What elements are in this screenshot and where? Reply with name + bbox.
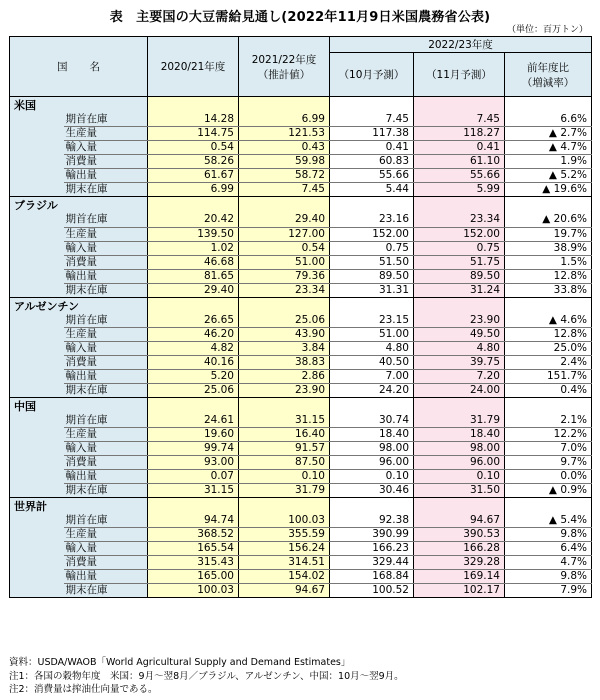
- group-spacer-cell: [239, 97, 330, 114]
- group-spacer-cell: [330, 297, 414, 314]
- value-nov: 23.90: [414, 314, 505, 328]
- value-nov: 31.50: [414, 484, 505, 498]
- value-nov: 329.28: [414, 556, 505, 570]
- item-name: 輸出量: [64, 570, 148, 584]
- group-spacer-cell: [239, 197, 330, 214]
- value-y2122: 16.40: [239, 428, 330, 442]
- group-spacer-cell: [148, 397, 239, 414]
- value-y2021: 0.07: [148, 470, 239, 484]
- value-y2122: 94.67: [239, 584, 330, 598]
- table-row: [10, 327, 592, 341]
- header-2021-22: [239, 37, 330, 97]
- value-y2021: 29.40: [148, 283, 239, 297]
- value-oct: 5.44: [330, 183, 414, 197]
- value-yoy-change: 12.8%: [505, 327, 592, 341]
- table-row: [10, 514, 592, 528]
- value-y2122: 314.51: [239, 556, 330, 570]
- value-oct: 168.84: [330, 570, 414, 584]
- value-yoy-change: 0.4%: [505, 383, 592, 397]
- item-name: 消費量: [64, 355, 148, 369]
- value-nov: 55.66: [414, 169, 505, 183]
- value-y2122: 31.15: [239, 414, 330, 428]
- value-nov: 23.34: [414, 213, 505, 227]
- value-y2122: 31.79: [239, 484, 330, 498]
- value-y2122: 355.59: [239, 528, 330, 542]
- value-oct: 51.00: [330, 327, 414, 341]
- value-y2021: 31.15: [148, 484, 239, 498]
- table-row: [10, 269, 592, 283]
- indent-cell: [10, 556, 64, 570]
- value-nov: 390.53: [414, 528, 505, 542]
- item-name: 消費量: [64, 456, 148, 470]
- value-yoy-change: 1.9%: [505, 155, 592, 169]
- value-yoy-change: 9.8%: [505, 528, 592, 542]
- value-y2021: 40.16: [148, 355, 239, 369]
- value-oct: 100.52: [330, 584, 414, 598]
- item-name: 輸出量: [64, 369, 148, 383]
- indent-cell: [10, 514, 64, 528]
- table-row: [10, 355, 592, 369]
- value-oct: 89.50: [330, 269, 414, 283]
- country-name: アルゼンチン: [10, 297, 148, 314]
- value-yoy-change: 1.5%: [505, 255, 592, 269]
- value-y2122: 59.98: [239, 155, 330, 169]
- value-yoy-change: 151.7%: [505, 369, 592, 383]
- value-y2021: 1.02: [148, 241, 239, 255]
- indent-cell: [10, 428, 64, 442]
- indent-cell: [10, 127, 64, 141]
- item-name: 輸入量: [64, 442, 148, 456]
- item-name: 生産量: [64, 227, 148, 241]
- group-spacer-cell: [239, 498, 330, 515]
- header-2020-21: 2020/21年度: [148, 37, 239, 97]
- table-row: [10, 341, 592, 355]
- table-row: [10, 584, 592, 598]
- value-nov: 89.50: [414, 269, 505, 283]
- table-row: [10, 155, 592, 169]
- header-2021-22-line2: （推計値）: [257, 68, 311, 81]
- value-yoy-change: 38.9%: [505, 241, 592, 255]
- item-name: 生産量: [64, 327, 148, 341]
- item-name: 期末在庫: [64, 584, 148, 598]
- value-oct: 0.41: [330, 141, 414, 155]
- table-row: [10, 227, 592, 241]
- item-name: 期首在庫: [64, 414, 148, 428]
- note-2: 注2：消費量は搾油仕向量である。: [9, 684, 158, 695]
- value-yoy-change: 12.8%: [505, 269, 592, 283]
- country-group-row: [10, 397, 592, 414]
- notes: [9, 656, 594, 697]
- item-name: 期末在庫: [64, 283, 148, 297]
- table-row: [10, 314, 592, 328]
- value-y2021: 19.60: [148, 428, 239, 442]
- value-y2122: 23.34: [239, 283, 330, 297]
- value-oct: 98.00: [330, 442, 414, 456]
- value-y2021: 165.00: [148, 570, 239, 584]
- item-name: 生産量: [64, 127, 148, 141]
- value-yoy-change: 7.9%: [505, 584, 592, 598]
- item-name: 期首在庫: [64, 213, 148, 227]
- value-nov: 7.20: [414, 369, 505, 383]
- value-yoy-change: ▲ 20.6%: [505, 213, 592, 227]
- header-2021-22-line1: 2021/22年度: [251, 53, 317, 66]
- group-spacer-cell: [414, 498, 505, 515]
- value-oct: 31.31: [330, 283, 414, 297]
- value-nov: 0.75: [414, 241, 505, 255]
- value-oct: 23.16: [330, 213, 414, 227]
- value-yoy-change: 6.6%: [505, 113, 592, 127]
- value-nov: 24.00: [414, 383, 505, 397]
- value-y2021: 165.54: [148, 542, 239, 556]
- value-nov: 152.00: [414, 227, 505, 241]
- table-row: [10, 442, 592, 456]
- table-row: [10, 141, 592, 155]
- value-yoy-change: 2.4%: [505, 355, 592, 369]
- value-oct: 329.44: [330, 556, 414, 570]
- group-spacer-cell: [148, 197, 239, 214]
- supply-demand-table: [9, 36, 592, 598]
- value-nov: 39.75: [414, 355, 505, 369]
- table-row: [10, 241, 592, 255]
- value-nov: 5.99: [414, 183, 505, 197]
- item-name: 期首在庫: [64, 314, 148, 328]
- value-yoy-change: 9.8%: [505, 570, 592, 584]
- value-nov: 4.80: [414, 341, 505, 355]
- country-name: 中国: [10, 397, 148, 414]
- value-yoy-change: 25.0%: [505, 341, 592, 355]
- value-yoy-change: 2.1%: [505, 414, 592, 428]
- group-spacer-cell: [148, 297, 239, 314]
- indent-cell: [10, 355, 64, 369]
- unit-label: （単位：百万トン）: [506, 25, 588, 35]
- group-spacer-cell: [505, 397, 592, 414]
- value-y2122: 51.00: [239, 255, 330, 269]
- value-yoy-change: 12.2%: [505, 428, 592, 442]
- table-row: [10, 542, 592, 556]
- country-group-row: [10, 197, 592, 214]
- header-country: 国名: [10, 37, 148, 97]
- value-oct: 51.50: [330, 255, 414, 269]
- item-name: 輸出量: [64, 470, 148, 484]
- table-row: [10, 528, 592, 542]
- note-1: 注1：各国の穀物年度 米国：9月～翌8月／ブラジル、アルゼンチン、中国：10月～翌9月。: [9, 670, 404, 682]
- header-yoy-line2: （増減率）: [521, 76, 575, 89]
- value-nov: 31.79: [414, 414, 505, 428]
- table-row: [10, 213, 592, 227]
- value-nov: 0.41: [414, 141, 505, 155]
- group-spacer-cell: [330, 397, 414, 414]
- value-y2021: 14.28: [148, 113, 239, 127]
- group-spacer-cell: [330, 498, 414, 515]
- value-y2122: 154.02: [239, 570, 330, 584]
- value-y2122: 58.72: [239, 169, 330, 183]
- value-y2021: 24.61: [148, 414, 239, 428]
- header-oct-forecast: （10月予測）: [330, 53, 414, 97]
- indent-cell: [10, 183, 64, 197]
- item-name: 期末在庫: [64, 183, 148, 197]
- indent-cell: [10, 341, 64, 355]
- value-nov: 51.75: [414, 255, 505, 269]
- value-y2122: 0.10: [239, 470, 330, 484]
- value-nov: 166.28: [414, 542, 505, 556]
- value-nov: 49.50: [414, 327, 505, 341]
- indent-cell: [10, 227, 64, 241]
- table-row: [10, 570, 592, 584]
- value-y2021: 46.68: [148, 255, 239, 269]
- value-y2122: 156.24: [239, 542, 330, 556]
- item-name: 生産量: [64, 528, 148, 542]
- table-row: [10, 127, 592, 141]
- value-yoy-change: ▲ 5.4%: [505, 514, 592, 528]
- value-oct: 96.00: [330, 456, 414, 470]
- value-y2021: 93.00: [148, 456, 239, 470]
- value-oct: 152.00: [330, 227, 414, 241]
- indent-cell: [10, 528, 64, 542]
- indent-cell: [10, 169, 64, 183]
- value-oct: 0.75: [330, 241, 414, 255]
- value-y2021: 94.74: [148, 514, 239, 528]
- group-spacer-cell: [414, 197, 505, 214]
- group-spacer-cell: [414, 97, 505, 114]
- item-name: 輸入量: [64, 241, 148, 255]
- item-name: 輸出量: [64, 269, 148, 283]
- group-spacer-cell: [239, 397, 330, 414]
- item-name: 消費量: [64, 255, 148, 269]
- value-y2021: 5.20: [148, 369, 239, 383]
- value-y2021: 100.03: [148, 584, 239, 598]
- value-oct: 24.20: [330, 383, 414, 397]
- table-row: [10, 556, 592, 570]
- indent-cell: [10, 213, 64, 227]
- indent-cell: [10, 456, 64, 470]
- group-spacer-cell: [505, 498, 592, 515]
- group-spacer-cell: [330, 97, 414, 114]
- value-yoy-change: 4.7%: [505, 556, 592, 570]
- item-name: 期首在庫: [64, 514, 148, 528]
- group-spacer-cell: [414, 397, 505, 414]
- item-name: 生産量: [64, 428, 148, 442]
- group-spacer-cell: [505, 97, 592, 114]
- country-group-row: [10, 297, 592, 314]
- table-row: [10, 470, 592, 484]
- group-spacer-cell: [505, 297, 592, 314]
- item-name: 輸入量: [64, 141, 148, 155]
- table-row: [10, 428, 592, 442]
- item-name: 期首在庫: [64, 113, 148, 127]
- value-nov: 98.00: [414, 442, 505, 456]
- item-name: 期末在庫: [64, 484, 148, 498]
- group-spacer-cell: [239, 297, 330, 314]
- note-source: 資料：USDA/WAOB「World Agricultural Supply and Demand Estimates」: [9, 657, 351, 668]
- country-name: 世界計: [10, 498, 148, 515]
- country-name: 米国: [10, 97, 148, 114]
- value-oct: 60.83: [330, 155, 414, 169]
- indent-cell: [10, 570, 64, 584]
- group-spacer-cell: [330, 197, 414, 214]
- value-y2021: 0.54: [148, 141, 239, 155]
- value-yoy-change: ▲ 19.6%: [505, 183, 592, 197]
- value-y2122: 3.84: [239, 341, 330, 355]
- value-yoy-change: 0.0%: [505, 470, 592, 484]
- value-nov: 61.10: [414, 155, 505, 169]
- table-row: [10, 369, 592, 383]
- indent-cell: [10, 255, 64, 269]
- value-oct: 55.66: [330, 169, 414, 183]
- table-row: [10, 169, 592, 183]
- value-nov: 102.17: [414, 584, 505, 598]
- group-spacer-cell: [148, 498, 239, 515]
- item-name: 消費量: [64, 556, 148, 570]
- item-name: 消費量: [64, 155, 148, 169]
- indent-cell: [10, 241, 64, 255]
- value-y2021: 46.20: [148, 327, 239, 341]
- value-y2021: 20.42: [148, 213, 239, 227]
- value-y2122: 6.99: [239, 113, 330, 127]
- indent-cell: [10, 314, 64, 328]
- value-y2122: 127.00: [239, 227, 330, 241]
- value-oct: 117.38: [330, 127, 414, 141]
- value-oct: 40.50: [330, 355, 414, 369]
- value-y2021: 139.50: [148, 227, 239, 241]
- value-oct: 30.74: [330, 414, 414, 428]
- item-name: 期末在庫: [64, 383, 148, 397]
- header-yoy-change: [505, 53, 592, 97]
- country-name: ブラジル: [10, 197, 148, 214]
- value-oct: 4.80: [330, 341, 414, 355]
- indent-cell: [10, 141, 64, 155]
- value-y2122: 0.54: [239, 241, 330, 255]
- value-yoy-change: ▲ 0.9%: [505, 484, 592, 498]
- table-row: [10, 283, 592, 297]
- indent-cell: [10, 470, 64, 484]
- value-y2021: 99.74: [148, 442, 239, 456]
- value-nov: 7.45: [414, 113, 505, 127]
- indent-cell: [10, 542, 64, 556]
- indent-cell: [10, 155, 64, 169]
- value-y2021: 25.06: [148, 383, 239, 397]
- value-yoy-change: ▲ 2.7%: [505, 127, 592, 141]
- indent-cell: [10, 269, 64, 283]
- indent-cell: [10, 484, 64, 498]
- value-oct: 390.99: [330, 528, 414, 542]
- value-y2021: 61.67: [148, 169, 239, 183]
- value-y2021: 58.26: [148, 155, 239, 169]
- value-y2122: 87.50: [239, 456, 330, 470]
- indent-cell: [10, 369, 64, 383]
- item-name: 輸入量: [64, 542, 148, 556]
- table-row: [10, 183, 592, 197]
- page-title: 表 主要国の大豆需給見通し(2022年11月9日米国農務省公表): [109, 10, 491, 25]
- header-2022-23: 2022/23年度: [330, 37, 592, 53]
- value-y2122: 7.45: [239, 183, 330, 197]
- table-row: [10, 456, 592, 470]
- value-y2122: 121.53: [239, 127, 330, 141]
- value-y2021: 114.75: [148, 127, 239, 141]
- table-row: [10, 113, 592, 127]
- indent-cell: [10, 442, 64, 456]
- item-name: 輸入量: [64, 341, 148, 355]
- value-y2122: 2.86: [239, 369, 330, 383]
- header-nov-forecast: （11月予測）: [414, 53, 505, 97]
- value-y2122: 43.90: [239, 327, 330, 341]
- value-yoy-change: ▲ 5.2%: [505, 169, 592, 183]
- value-nov: 31.24: [414, 283, 505, 297]
- table-row: [10, 484, 592, 498]
- value-y2021: 6.99: [148, 183, 239, 197]
- value-oct: 30.46: [330, 484, 414, 498]
- item-name: 輸出量: [64, 169, 148, 183]
- value-oct: 166.23: [330, 542, 414, 556]
- value-nov: 118.27: [414, 127, 505, 141]
- value-oct: 7.00: [330, 369, 414, 383]
- value-y2122: 79.36: [239, 269, 330, 283]
- indent-cell: [10, 283, 64, 297]
- value-y2122: 25.06: [239, 314, 330, 328]
- indent-cell: [10, 327, 64, 341]
- indent-cell: [10, 383, 64, 397]
- value-y2021: 4.82: [148, 341, 239, 355]
- table-row: [10, 383, 592, 397]
- value-y2122: 38.83: [239, 355, 330, 369]
- value-oct: 0.10: [330, 470, 414, 484]
- group-spacer-cell: [505, 197, 592, 214]
- value-y2021: 315.43: [148, 556, 239, 570]
- value-y2122: 23.90: [239, 383, 330, 397]
- value-oct: 23.15: [330, 314, 414, 328]
- value-nov: 94.67: [414, 514, 505, 528]
- value-nov: 96.00: [414, 456, 505, 470]
- value-yoy-change: 6.4%: [505, 542, 592, 556]
- value-y2021: 81.65: [148, 269, 239, 283]
- value-oct: 92.38: [330, 514, 414, 528]
- value-yoy-change: 9.7%: [505, 456, 592, 470]
- value-oct: 7.45: [330, 113, 414, 127]
- indent-cell: [10, 414, 64, 428]
- value-y2122: 29.40: [239, 213, 330, 227]
- group-spacer-cell: [148, 97, 239, 114]
- value-yoy-change: ▲ 4.6%: [505, 314, 592, 328]
- value-y2122: 91.57: [239, 442, 330, 456]
- value-y2122: 0.43: [239, 141, 330, 155]
- value-nov: 0.10: [414, 470, 505, 484]
- table-row: [10, 414, 592, 428]
- value-oct: 18.40: [330, 428, 414, 442]
- table-row: [10, 255, 592, 269]
- value-yoy-change: ▲ 4.7%: [505, 141, 592, 155]
- group-spacer-cell: [414, 297, 505, 314]
- country-group-row: [10, 498, 592, 515]
- value-y2021: 26.65: [148, 314, 239, 328]
- indent-cell: [10, 113, 64, 127]
- value-y2021: 368.52: [148, 528, 239, 542]
- indent-cell: [10, 584, 64, 598]
- value-nov: 169.14: [414, 570, 505, 584]
- value-y2122: 100.03: [239, 514, 330, 528]
- value-yoy-change: 33.8%: [505, 283, 592, 297]
- value-yoy-change: 19.7%: [505, 227, 592, 241]
- country-group-row: [10, 97, 592, 114]
- header-yoy-line1: 前年度比: [527, 61, 569, 74]
- value-yoy-change: 7.0%: [505, 442, 592, 456]
- value-nov: 18.40: [414, 428, 505, 442]
